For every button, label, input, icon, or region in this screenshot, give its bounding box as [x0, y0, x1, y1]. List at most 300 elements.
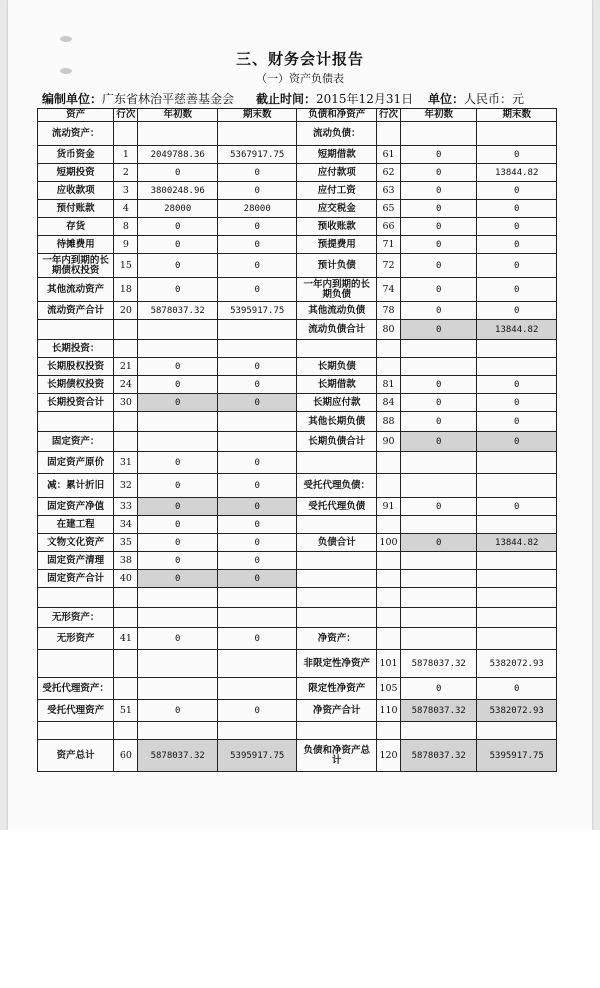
table-row — [38, 302, 557, 320]
amount-cell — [217, 650, 297, 678]
amount-cell: 0 — [138, 628, 218, 650]
amount-cell — [477, 722, 557, 740]
item-label — [297, 588, 377, 608]
meta-date-label: 截止时间： — [256, 92, 317, 106]
amount-cell: 0 — [401, 164, 477, 182]
line-number-cell — [114, 608, 138, 628]
line-number-cell: 84 — [376, 394, 400, 412]
line-number-cell — [376, 452, 400, 474]
line-number-cell: 40 — [114, 570, 138, 588]
amount-cell — [401, 452, 477, 474]
amount-cell — [477, 588, 557, 608]
amount-cell: 0 — [477, 218, 557, 236]
line-number-cell: 78 — [376, 302, 400, 320]
page-title: 三、财务会计报告 — [235, 50, 364, 68]
table-row — [38, 740, 557, 772]
item-label — [38, 412, 114, 432]
meta-date-value: 2015年12月31日 — [316, 92, 414, 106]
amount-cell: 0 — [138, 236, 218, 254]
item-label — [297, 608, 377, 628]
item-label — [297, 722, 377, 740]
column-header: 行次 — [114, 109, 138, 122]
table-row — [38, 412, 557, 432]
amount-cell — [401, 516, 477, 534]
item-label — [297, 570, 377, 588]
amount-cell — [401, 122, 477, 146]
table-row — [38, 516, 557, 534]
line-number-cell: 9 — [114, 236, 138, 254]
amount-cell: 0 — [401, 236, 477, 254]
item-label: 无形资产 — [38, 628, 114, 650]
item-label: 固定资产净值 — [38, 498, 114, 516]
line-number-cell — [114, 432, 138, 452]
column-header: 资产 — [38, 109, 114, 122]
line-number-cell — [114, 320, 138, 340]
amount-cell — [401, 474, 477, 498]
item-label: 应付工资 — [297, 182, 377, 200]
blank-area — [0, 830, 600, 988]
amount-cell: 0 — [217, 182, 297, 200]
amount-cell — [138, 722, 218, 740]
amount-cell — [401, 608, 477, 628]
line-number-cell — [114, 588, 138, 608]
amount-cell: 0 — [138, 498, 218, 516]
item-label: 固定资产合计 — [38, 570, 114, 588]
table-row — [38, 678, 557, 700]
amount-cell: 0 — [217, 534, 297, 552]
line-number-cell: 60 — [114, 740, 138, 772]
item-label: 长期应付款 — [297, 394, 377, 412]
item-label: 长期投资合计 — [38, 394, 114, 412]
line-number-cell: 66 — [376, 218, 400, 236]
item-label: 流动负债： — [297, 122, 377, 146]
amount-cell: 0 — [401, 146, 477, 164]
amount-cell: 2049788.36 — [138, 146, 218, 164]
amount-cell: 13844.82 — [477, 534, 557, 552]
amount-cell: 0 — [217, 358, 297, 376]
table-row — [38, 320, 557, 340]
item-label: 长期负债 — [297, 358, 377, 376]
amount-cell: 0 — [477, 278, 557, 302]
amount-cell: 0 — [477, 236, 557, 254]
amount-cell — [477, 552, 557, 570]
line-number-cell — [114, 722, 138, 740]
amount-cell — [477, 516, 557, 534]
item-label: 预付账款 — [38, 200, 114, 218]
amount-cell: 0 — [477, 254, 557, 278]
amount-cell — [477, 452, 557, 474]
amount-cell — [217, 432, 297, 452]
item-label — [297, 516, 377, 534]
column-header: 年初数 — [138, 109, 218, 122]
amount-cell: 0 — [401, 498, 477, 516]
table-row — [38, 474, 557, 498]
line-number-cell: 31 — [114, 452, 138, 474]
line-number-cell: 81 — [376, 376, 400, 394]
amount-cell — [401, 340, 477, 358]
amount-cell: 0 — [138, 254, 218, 278]
item-label: 无形资产： — [38, 608, 114, 628]
amount-cell: 0 — [401, 278, 477, 302]
line-number-cell: 65 — [376, 200, 400, 218]
amount-cell — [401, 570, 477, 588]
table-row — [38, 570, 557, 588]
item-label — [38, 320, 114, 340]
table-row — [38, 340, 557, 358]
table-row — [38, 182, 557, 200]
amount-cell: 0 — [138, 552, 218, 570]
amount-cell: 0 — [401, 394, 477, 412]
line-number-cell: 24 — [114, 376, 138, 394]
amount-cell: 0 — [477, 394, 557, 412]
amount-cell: 0 — [217, 376, 297, 394]
item-label: 存货 — [38, 218, 114, 236]
item-label: 预计负债 — [297, 254, 377, 278]
amount-cell: 0 — [401, 678, 477, 700]
line-number-cell — [114, 678, 138, 700]
line-number-cell: 3 — [114, 182, 138, 200]
line-number-cell — [376, 722, 400, 740]
amount-cell: 0 — [138, 452, 218, 474]
item-label — [297, 552, 377, 570]
amount-cell — [401, 552, 477, 570]
amount-cell — [477, 628, 557, 650]
amount-cell — [217, 122, 297, 146]
amount-cell: 0 — [138, 218, 218, 236]
item-label: 应收款项 — [38, 182, 114, 200]
item-label: 货币资金 — [38, 146, 114, 164]
item-label: 其他长期负债 — [297, 412, 377, 432]
table-row — [38, 358, 557, 376]
item-label: 受托代理资产： — [38, 678, 114, 700]
line-number-cell: 110 — [376, 700, 400, 722]
table-row — [38, 200, 557, 218]
amount-cell: 0 — [138, 376, 218, 394]
item-label: 受托代理资产 — [38, 700, 114, 722]
amount-cell: 0 — [138, 394, 218, 412]
amount-cell — [138, 122, 218, 146]
amount-cell: 5395917.75 — [477, 740, 557, 772]
amount-cell: 0 — [217, 164, 297, 182]
line-number-cell — [376, 122, 400, 146]
table-row — [38, 122, 557, 146]
amount-cell — [477, 570, 557, 588]
amount-cell — [138, 650, 218, 678]
item-label: 其他流动资产 — [38, 278, 114, 302]
table-row — [38, 498, 557, 516]
table-row — [38, 722, 557, 740]
amount-cell: 0 — [217, 516, 297, 534]
line-number-cell: 105 — [376, 678, 400, 700]
balance-sheet-table — [37, 108, 557, 772]
amount-cell: 0 — [217, 628, 297, 650]
amount-cell — [138, 320, 218, 340]
item-label: 一年内到期的长期负债 — [297, 278, 377, 302]
column-header: 行次 — [376, 109, 400, 122]
table-row — [38, 376, 557, 394]
item-label — [38, 588, 114, 608]
item-label: 资产总计 — [38, 740, 114, 772]
item-label: 净资产： — [297, 628, 377, 650]
line-number-cell: 33 — [114, 498, 138, 516]
table-row — [38, 218, 557, 236]
amount-cell — [401, 588, 477, 608]
table-row — [38, 700, 557, 722]
line-number-cell: 51 — [114, 700, 138, 722]
line-number-cell — [114, 340, 138, 358]
line-number-cell: 20 — [114, 302, 138, 320]
amount-cell: 5395917.75 — [217, 740, 297, 772]
amount-cell — [217, 608, 297, 628]
amount-cell: 28000 — [138, 200, 218, 218]
item-label: 固定资产原价 — [38, 452, 114, 474]
table-row — [38, 432, 557, 452]
line-number-cell: 72 — [376, 254, 400, 278]
amount-cell: 0 — [477, 498, 557, 516]
item-label: 待摊费用 — [38, 236, 114, 254]
line-number-cell — [376, 570, 400, 588]
amount-cell: 0 — [138, 358, 218, 376]
table-row — [38, 146, 557, 164]
amount-cell: 5878037.32 — [138, 740, 218, 772]
amount-cell: 0 — [401, 200, 477, 218]
column-header: 期末数 — [477, 109, 557, 122]
line-number-cell: 32 — [114, 474, 138, 498]
table-row — [38, 534, 557, 552]
meta-currency-value: 人民币：元 — [464, 92, 525, 106]
item-label: 流动负债合计 — [297, 320, 377, 340]
line-number-cell: 35 — [114, 534, 138, 552]
table-row — [38, 278, 557, 302]
amount-cell: 0 — [217, 236, 297, 254]
amount-cell: 0 — [217, 254, 297, 278]
table-row — [38, 164, 557, 182]
page-subtitle: （一）资产负债表 — [256, 72, 344, 85]
line-number-cell: 101 — [376, 650, 400, 678]
line-number-cell: 120 — [376, 740, 400, 772]
item-label: 非限定性净资产 — [297, 650, 377, 678]
line-number-cell — [376, 358, 400, 376]
amount-cell — [477, 474, 557, 498]
item-label: 预提费用 — [297, 236, 377, 254]
item-label: 短期投资 — [38, 164, 114, 182]
meta-date — [256, 90, 413, 107]
line-number-cell: 15 — [114, 254, 138, 278]
amount-cell: 0 — [401, 182, 477, 200]
amount-cell: 0 — [217, 452, 297, 474]
line-number-cell — [376, 516, 400, 534]
table-row — [38, 650, 557, 678]
column-header: 负债和净资产 — [297, 109, 377, 122]
item-label: 其他流动负债 — [297, 302, 377, 320]
line-number-cell: 30 — [114, 394, 138, 412]
line-number-cell — [114, 650, 138, 678]
amount-cell: 0 — [401, 320, 477, 340]
amount-cell — [401, 628, 477, 650]
item-label: 固定资产清理 — [38, 552, 114, 570]
item-label: 负债合计 — [297, 534, 377, 552]
amount-cell: 3800248.96 — [138, 182, 218, 200]
amount-cell: 0 — [477, 182, 557, 200]
item-label: 流动资产： — [38, 122, 114, 146]
amount-cell: 5878037.32 — [138, 302, 218, 320]
table-row — [38, 588, 557, 608]
line-number-cell — [114, 122, 138, 146]
amount-cell: 0 — [217, 278, 297, 302]
amount-cell: 0 — [217, 474, 297, 498]
amount-cell — [217, 722, 297, 740]
line-number-cell — [376, 628, 400, 650]
item-label: 文物文化资产 — [38, 534, 114, 552]
item-label: 受托代理负债 — [297, 498, 377, 516]
amount-cell — [217, 678, 297, 700]
punch-hole — [60, 36, 72, 42]
amount-cell — [217, 320, 297, 340]
line-number-cell: 74 — [376, 278, 400, 302]
amount-cell: 0 — [138, 278, 218, 302]
amount-cell: 5382072.93 — [477, 650, 557, 678]
amount-cell: 28000 — [217, 200, 297, 218]
line-number-cell: 18 — [114, 278, 138, 302]
amount-cell: 0 — [138, 474, 218, 498]
item-label: 预收账款 — [297, 218, 377, 236]
column-header: 期末数 — [217, 109, 297, 122]
amount-cell — [477, 340, 557, 358]
amount-cell: 0 — [217, 394, 297, 412]
amount-cell: 0 — [138, 516, 218, 534]
line-number-cell — [376, 552, 400, 570]
amount-cell: 0 — [401, 376, 477, 394]
amount-cell — [477, 358, 557, 376]
line-number-cell: 61 — [376, 146, 400, 164]
item-label: 一年内到期的长期债权投资 — [38, 254, 114, 278]
line-number-cell: 4 — [114, 200, 138, 218]
amount-cell: 0 — [138, 700, 218, 722]
line-number-cell: 21 — [114, 358, 138, 376]
amount-cell — [477, 608, 557, 628]
amount-cell: 13844.82 — [477, 320, 557, 340]
meta-unit — [42, 90, 234, 107]
table-row — [38, 394, 557, 412]
line-number-cell — [376, 588, 400, 608]
amount-cell — [217, 588, 297, 608]
line-number-cell: 1 — [114, 146, 138, 164]
amount-cell — [401, 358, 477, 376]
table-row — [38, 452, 557, 474]
table-row — [38, 254, 557, 278]
amount-cell: 0 — [401, 432, 477, 452]
line-number-cell: 80 — [376, 320, 400, 340]
amount-cell: 0 — [401, 412, 477, 432]
item-label: 减：累计折旧 — [38, 474, 114, 498]
item-label — [38, 650, 114, 678]
item-label: 应付款项 — [297, 164, 377, 182]
item-label: 长期股权投资 — [38, 358, 114, 376]
amount-cell: 0 — [138, 164, 218, 182]
line-number-cell: 90 — [376, 432, 400, 452]
item-label: 固定资产： — [38, 432, 114, 452]
amount-cell: 5878037.32 — [401, 740, 477, 772]
line-number-cell: 8 — [114, 218, 138, 236]
item-label: 流动资产合计 — [38, 302, 114, 320]
item-label — [297, 452, 377, 474]
amount-cell: 5878037.32 — [401, 650, 477, 678]
amount-cell: 0 — [477, 302, 557, 320]
line-number-cell — [376, 608, 400, 628]
item-label: 限定性净资产 — [297, 678, 377, 700]
table-row — [38, 608, 557, 628]
table-row — [38, 628, 557, 650]
item-label — [297, 340, 377, 358]
line-number-cell — [376, 474, 400, 498]
amount-cell: 0 — [217, 498, 297, 516]
line-number-cell: 88 — [376, 412, 400, 432]
item-label: 长期债权投资 — [38, 376, 114, 394]
line-number-cell: 91 — [376, 498, 400, 516]
amount-cell: 0 — [217, 218, 297, 236]
amount-cell: 5878037.32 — [401, 700, 477, 722]
amount-cell: 0 — [477, 146, 557, 164]
amount-cell: 0 — [217, 700, 297, 722]
amount-cell: 5367917.75 — [217, 146, 297, 164]
item-label: 短期借款 — [297, 146, 377, 164]
line-number-cell — [114, 412, 138, 432]
amount-cell: 0 — [477, 432, 557, 452]
amount-cell: 5382072.93 — [477, 700, 557, 722]
line-number-cell: 38 — [114, 552, 138, 570]
amount-cell: 0 — [217, 552, 297, 570]
item-label: 长期负债合计 — [297, 432, 377, 452]
line-number-cell: 41 — [114, 628, 138, 650]
item-label: 长期借款 — [297, 376, 377, 394]
amount-cell — [138, 340, 218, 358]
item-label: 在建工程 — [38, 516, 114, 534]
item-label: 长期投资： — [38, 340, 114, 358]
amount-cell: 0 — [477, 678, 557, 700]
item-label — [38, 722, 114, 740]
amount-cell — [138, 432, 218, 452]
meta-currency — [428, 90, 524, 107]
amount-cell — [401, 722, 477, 740]
item-label: 受托代理负债： — [297, 474, 377, 498]
line-number-cell — [376, 340, 400, 358]
item-label: 应交税金 — [297, 200, 377, 218]
amount-cell: 0 — [401, 254, 477, 278]
table-row — [38, 552, 557, 570]
amount-cell: 5395917.75 — [217, 302, 297, 320]
amount-cell: 0 — [217, 570, 297, 588]
amount-cell — [138, 608, 218, 628]
line-number-cell: 2 — [114, 164, 138, 182]
amount-cell — [217, 412, 297, 432]
line-number-cell: 63 — [376, 182, 400, 200]
amount-cell: 0 — [138, 570, 218, 588]
meta-unit-label: 编制单位： — [42, 92, 103, 106]
table-row — [38, 236, 557, 254]
line-number-cell: 71 — [376, 236, 400, 254]
amount-cell — [138, 678, 218, 700]
line-number-cell: 34 — [114, 516, 138, 534]
meta-unit-value: 广东省林治平慈善基金会 — [102, 92, 235, 106]
amount-cell: 0 — [401, 302, 477, 320]
table-header-row — [38, 109, 557, 122]
amount-cell — [477, 122, 557, 146]
meta-currency-label: 单位： — [428, 92, 465, 106]
amount-cell: 0 — [401, 218, 477, 236]
amount-cell: 0 — [401, 534, 477, 552]
item-label: 负债和净资产总计 — [297, 740, 377, 772]
amount-cell: 0 — [477, 200, 557, 218]
